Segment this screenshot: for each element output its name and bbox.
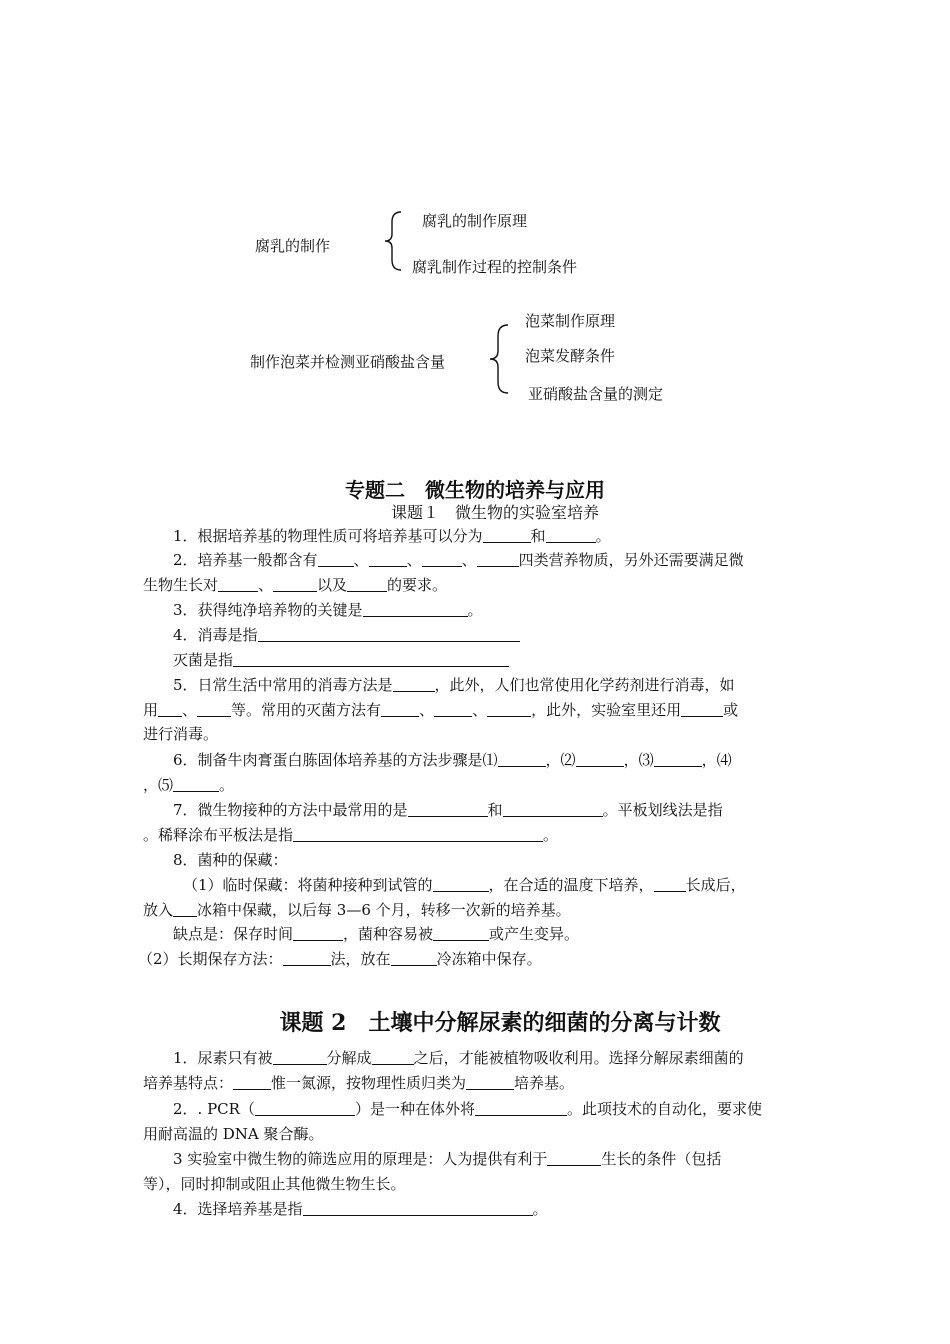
outline-furu-item-1: 腐乳的制作原理 bbox=[422, 212, 528, 230]
blank-field[interactable] bbox=[393, 676, 435, 692]
blank-field[interactable] bbox=[681, 701, 723, 717]
question-8-1: （1）临时保藏：将菌种接种到试管的 ，在合适的温度下培养， 长成后， bbox=[183, 876, 746, 894]
question-2-cont: 生物生长对 、 以及 的要求。 bbox=[143, 576, 448, 594]
blank-field[interactable] bbox=[466, 1074, 514, 1090]
blank-field[interactable] bbox=[654, 751, 702, 767]
question-7-cont: 。稀释涂布平板法是指 。 bbox=[143, 826, 559, 844]
blank-field[interactable] bbox=[273, 576, 317, 592]
blank-field[interactable] bbox=[434, 701, 472, 717]
question-5-cont: 用 、 等。常用的灭菌方法有 、 、 ，此外，实验室里还用 或 bbox=[143, 701, 739, 719]
question-8-1-drawback: 缺点是：保存时间 ，菌种容易被 或产生变异。 bbox=[173, 925, 580, 943]
question-4-cont: 灭菌是指 bbox=[143, 648, 836, 672]
lesson2-question-2: 2．. PCR（ ）是一种在体外将 。此项技术的自动化，要求使 bbox=[173, 1100, 762, 1118]
blank-field[interactable] bbox=[197, 701, 231, 717]
blank-field[interactable] bbox=[293, 826, 543, 842]
outline-paocai-item-1: 泡菜制作原理 bbox=[525, 312, 616, 330]
blank-field[interactable] bbox=[422, 551, 462, 567]
blank-field[interactable] bbox=[487, 701, 531, 717]
lesson2-title: 课题 2 土壤中分解尿素的细菌的分离与计数 bbox=[279, 1010, 721, 1036]
lesson2-question-3: 3 实验室中微生物的筛选应用的原理是：人为提供有利于 生长的条件（包括 bbox=[173, 1150, 722, 1168]
blank-field[interactable] bbox=[654, 876, 686, 892]
brace-icon bbox=[383, 210, 405, 272]
blank-field[interactable] bbox=[433, 876, 489, 892]
blank-field[interactable] bbox=[546, 527, 596, 543]
blank-field[interactable] bbox=[283, 950, 331, 966]
blank-field[interactable] bbox=[369, 551, 407, 567]
lesson2-question-4: 4．选择培养基是指 。 bbox=[173, 1200, 548, 1218]
blank-field[interactable] bbox=[173, 776, 219, 792]
blank-field[interactable] bbox=[318, 551, 354, 567]
question-7: 7．微生物接种的方法中最常用的是 和 。平板划线法是指 bbox=[173, 801, 723, 819]
blank-field[interactable] bbox=[303, 1200, 533, 1216]
blank-field[interactable] bbox=[498, 751, 546, 767]
lesson1-title: 课题１ 微生物的实验室培养 bbox=[390, 503, 599, 522]
blank-field[interactable] bbox=[173, 901, 197, 917]
blank-field[interactable] bbox=[503, 801, 603, 817]
blank-field[interactable] bbox=[347, 576, 387, 592]
blank-field[interactable] bbox=[293, 925, 343, 941]
question-5: 5．日常生活中常用的消毒方法是 ，此外，人们也常使用化学药剂进行消毒，如 bbox=[173, 676, 735, 694]
question-2: 2．培养基一般都含有 、 、 、 四类营养物质，另外还需要满足微 bbox=[173, 551, 744, 569]
blank-field[interactable] bbox=[255, 1100, 355, 1116]
blank-field[interactable] bbox=[273, 1049, 327, 1065]
blank-field[interactable] bbox=[475, 1100, 567, 1116]
blank-field[interactable] bbox=[233, 651, 509, 667]
question-4: 4．消毒是指 bbox=[143, 623, 836, 647]
lesson2-question-3-cont: 等），同时抑制或阻止其他微生物生长。 bbox=[143, 1175, 406, 1193]
outline-furu-item-2: 腐乳制作过程的控制条件 bbox=[412, 258, 578, 276]
question-8-1-cont: 放入 冰箱中保藏，以后每 3—6 个月，转移一次新的培养基。 bbox=[143, 901, 571, 919]
blank-field[interactable] bbox=[233, 1074, 271, 1090]
blank-field[interactable] bbox=[576, 751, 624, 767]
lesson2-question-1-cont: 培养基特点： 惟一氮源，按物理性质归类为 培养基。 bbox=[143, 1074, 575, 1092]
lesson2-question-1: 1．尿素只有被 分解成 之后，才能被植物吸收利用。选择分解尿素细菌的 bbox=[173, 1049, 744, 1067]
blank-field[interactable] bbox=[547, 1150, 601, 1166]
question-8: 8．菌种的保藏： bbox=[173, 851, 288, 869]
outline-paocai-item-3: 亚硝酸盐含量的测定 bbox=[528, 385, 664, 403]
blank-field[interactable] bbox=[372, 1049, 414, 1065]
question-3: 3．获得纯净培养物的关键是 。 bbox=[173, 601, 483, 619]
blank-field[interactable] bbox=[477, 551, 519, 567]
blank-field[interactable] bbox=[381, 701, 419, 717]
blank-field[interactable] bbox=[218, 576, 258, 592]
blank-field[interactable] bbox=[483, 527, 531, 543]
question-6: 6．制备牛肉膏蛋白胨固体培养基的方法步骤是⑴ ，⑵ ，⑶ ，⑷ bbox=[173, 751, 732, 769]
blank-field[interactable] bbox=[433, 925, 489, 941]
outline-paocai-root: 制作泡菜并检测亚硝酸盐含量 bbox=[250, 353, 446, 371]
brace-icon bbox=[488, 323, 512, 395]
lesson2-question-2-cont: 用耐高温的 DNA 聚合酶。 bbox=[143, 1125, 324, 1143]
blank-field[interactable] bbox=[391, 950, 437, 966]
blank-field[interactable] bbox=[158, 701, 182, 717]
topic-title: 专题二 微生物的培养与应用 bbox=[345, 478, 605, 502]
question-1: 1．根据培养基的物理性质可将培养基可以分为 和 。 bbox=[173, 527, 611, 545]
question-6-cont: ，⑸ 。 bbox=[143, 776, 235, 794]
blank-field[interactable] bbox=[408, 801, 488, 817]
blank-field[interactable] bbox=[363, 601, 468, 617]
outline-furu-root: 腐乳的制作 bbox=[255, 237, 331, 255]
question-8-2: （2）长期保存方法： 法，放在 冷冻箱中保存。 bbox=[138, 950, 542, 968]
question-5-end: 进行消毒。 bbox=[143, 725, 219, 743]
outline-paocai-item-2: 泡菜发酵条件 bbox=[525, 347, 616, 365]
blank-field[interactable] bbox=[258, 626, 520, 642]
